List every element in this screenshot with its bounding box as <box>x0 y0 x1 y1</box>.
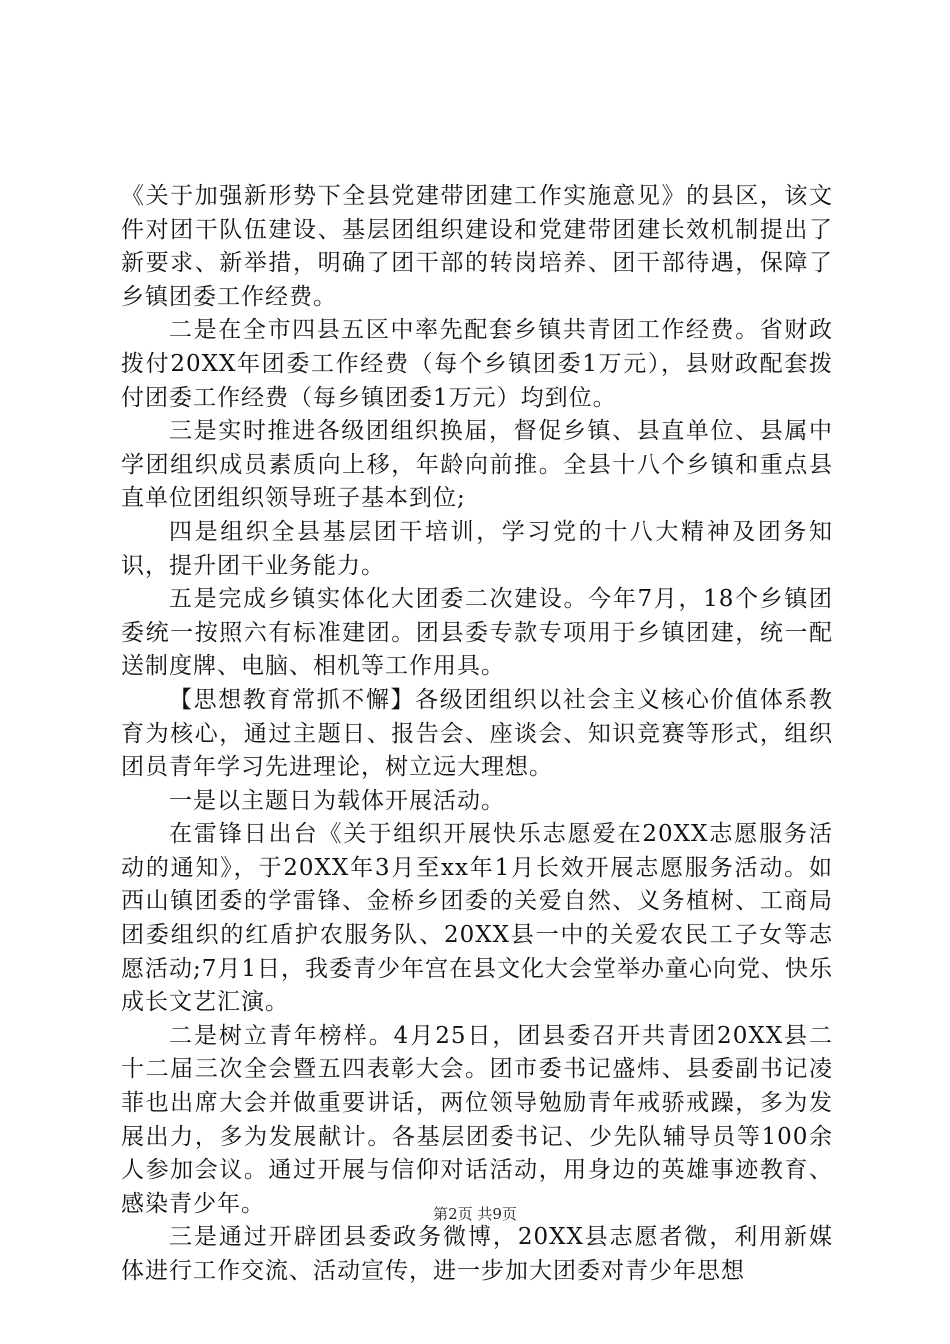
page-footer: 第2页 共9页 <box>433 1205 517 1223</box>
paragraph-6: 【思想教育常抓不懈】各级团组织以社会主义核心价值体系教育为核心，通过主题日、报告会、座谈会、知识竞赛等形式，组织团员青年学习先进理论，树立远大理想。 <box>121 686 833 781</box>
paragraph-3: 三是实时推进各级团组织换届，督促乡镇、县直单位、县属中学团组织成员素质向上移，年龄向前推。全县十八个乡镇和重点县直单位团组织领导班子基本到位; <box>121 418 833 512</box>
paragraph-8: 在雷锋日出台《关于组织开展快乐志愿爱在20XX志愿服务活动的通知》，于20XX年3月至xx年1月长效开展志愿服务活动。如西山镇团委的学雷锋、金桥乡团委的关爱自然、义务植树、工商局团委组织的红盾护农服务队、20XX县一中的关爱农民工子女等志愿活动;7月1日，我委青少年宫在县文化大会堂举办童心向党、快乐成长文艺汇演。 <box>121 821 834 1016</box>
document-body <box>121 180 833 1289</box>
paragraph-1: 《关于加强新形势下全县党建带团建工作实施意见》的县区，该文件对团干队伍建设、基层团组织建设和党建带团建长效机制提出了新要求、新举措，明确了团干部的转岗培养、团干部待遇，保障了乡镇团委工作经费。 <box>121 183 833 310</box>
paragraph-10: 三是通过开辟团县委政务微博，20XX县志愿者微，利用新媒体进行工作交流、活动宣传，进一步加大团委对青少年思想 <box>121 1224 833 1284</box>
paragraph-7: 一是以主题日为载体开展活动。 <box>169 787 505 814</box>
paragraph-5: 五是完成乡镇实体化大团委二次建设。今年7月，18个乡镇团委统一按照六有标准建团。团县委专款专项用于乡镇团建，统一配送制度牌、电脑、相机等工作用具。 <box>121 586 833 680</box>
paragraph-2: 二是在全市四县五区中率先配套乡镇共青团工作经费。省财政拨付20XX年团委工作经费（每个乡镇团委1万元），县财政配套拨付团委工作经费（每乡镇团委1万元）均到位。 <box>121 317 833 411</box>
paragraph-4: 四是组织全县基层团干培训，学习党的十八大精神及团务知识，提升团干业务能力。 <box>121 518 833 579</box>
paragraph-9: 二是树立青年榜样。4月25日，团县委召开共青团20XX县二十二届三次全会暨五四表彰大会。团市委书记盛炜、县委副书记凌菲也出席大会并做重要讲话，两位领导勉励青年戒骄戒躁，多为发展出力，多为发展献计。各基层团委书记、少先队辅导员等100余人参加会议。通过开展与信仰对话活动，用身边的英雄事迹教育、感染青少年。 <box>121 1022 833 1217</box>
